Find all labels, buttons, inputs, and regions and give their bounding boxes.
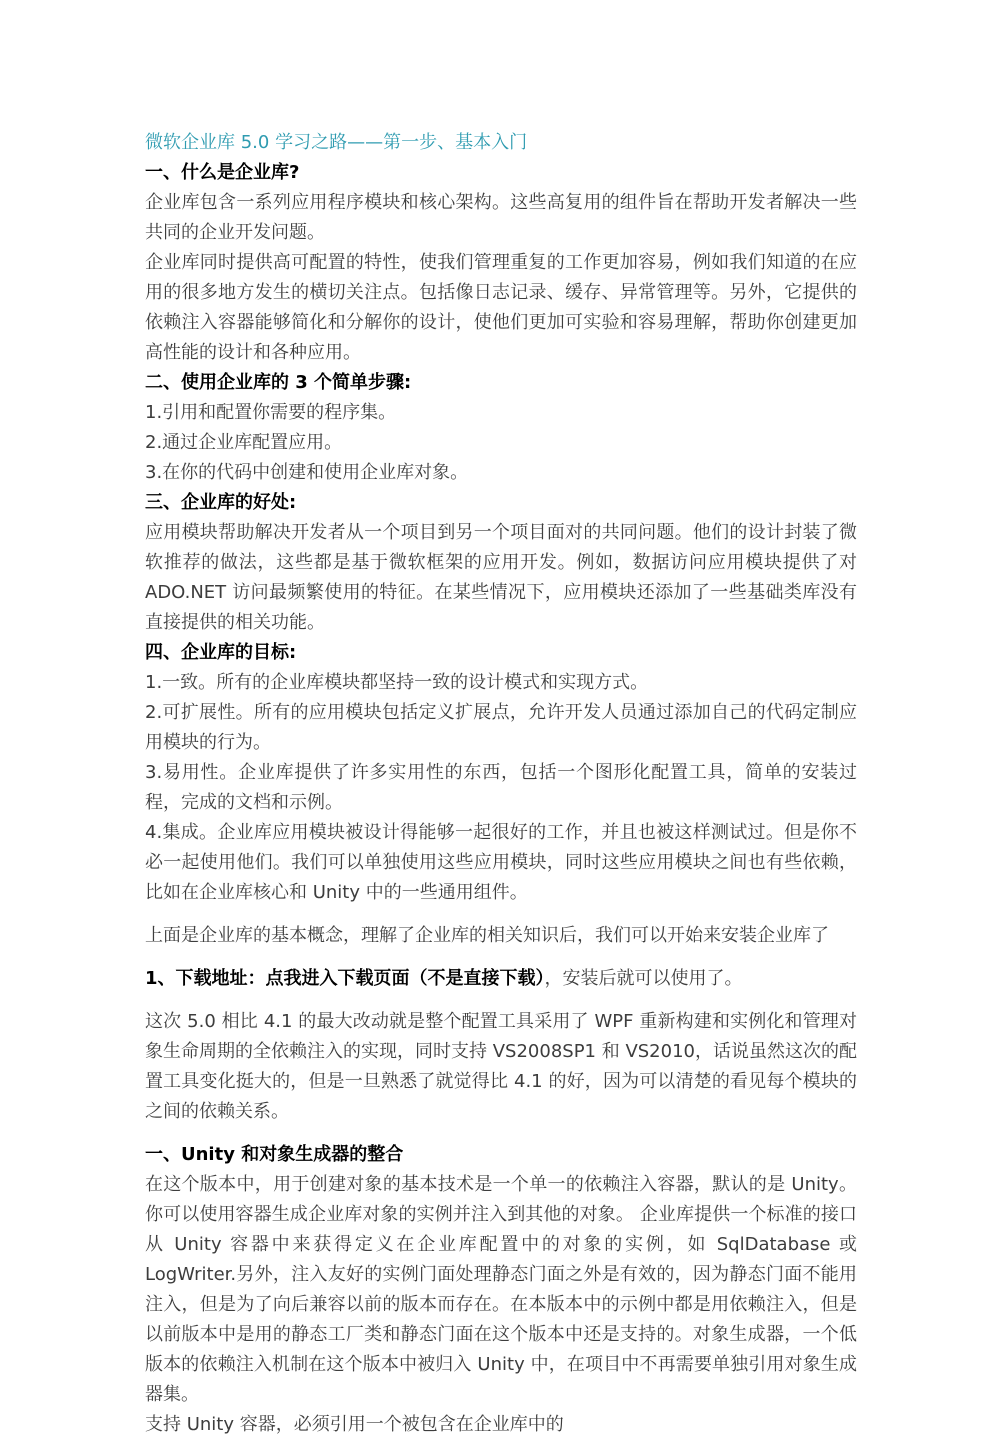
paragraph: 上面是企业库的基本概念，理解了企业库的相关知识后，我们可以开始来安装企业库了 <box>145 925 829 946</box>
paragraph: 在这个版本中，用于创建对象的基本技术是一个单一的依赖注入容器，默认的是 Unity。你可以使用容器生成企业库对象的实例并注入到其他的对象。 企业库提供一个标准的接口从 Unity 容器中来获得定义在企业库配置中的对象的实例，如 SqlDatabase 或 LogWriter.另外，注入友好的实例门面处理静态门面之外是有效的，因为静态门面不能用注入，但是为了向后兼容以前的版本而存在。在本版本中的示例中都是用依赖注入，但是以前版本中是用的静态工厂类和静态门面在这个版本中还是支持的。对象生成器，一个低版本的依赖注入机制在这个版本中被归入 Unity 中，在项目中不再需要单独引用对象生成器集。 <box>145 1174 857 1405</box>
paragraph: 1.一致。所有的企业库模块都坚持一致的设计模式和实现方式。 <box>145 672 649 693</box>
section-heading: 二、使用企业库的 3 个简单步骤: <box>145 372 412 393</box>
paragraph: 这次 5.0 相比 4.1 的最大改动就是整个配置工具采用了 WPF 重新构建和实例化和管理对象生命周期的全依赖注入的实现，同时支持 VS2008SP1 和 VS2010，话说虽然这次的配置工具变化挺大的，但是一旦熟悉了就觉得比 4.1 的好，因为可以清楚的看见每个模块的之间的依赖关系。 <box>145 1011 857 1122</box>
section-heading: 四、企业库的目标: <box>145 642 297 663</box>
download-page-link[interactable]: 点我进入下载页面（不是直接下载） <box>265 968 545 989</box>
paragraph: 应用模块帮助解决开发者从一个项目到另一个项目面对的共同问题。他们的设计封装了微软推荐的做法，这些都是基于微软框架的应用开发。例如，数据访问应用模块提供了对 ADO.NET 访问最频繁使用的特征。在某些情况下，应用模块还添加了一些基础类库没有直接提供的相关功能。 <box>145 522 857 633</box>
paragraph: 3.易用性。企业库提供了许多实用性的东西，包括一个图形化配置工具，简单的安装过程，完成的文档和示例。 <box>145 762 857 813</box>
paragraph: 支持 Unity 容器，必须引用一个被包含在企业库中的 <box>145 1414 564 1435</box>
section-heading: 一、什么是企业库? <box>145 162 300 183</box>
paragraph: 2.通过企业库配置应用。 <box>145 432 343 453</box>
section-heading: 一、Unity 和对象生成器的整合 <box>145 1144 404 1165</box>
article-title: 微软企业库 5.0 学习之路——第一步、基本入门 <box>145 132 528 153</box>
paragraph: 企业库同时提供高可配置的特性，使我们管理重复的工作更加容易，例如我们知道的在应用的很多地方发生的横切关注点。包括像日志记录、缓存、异常管理等。另外，它提供的依赖注入容器能够简化和分解你的设计，使他们更加可实验和容易理解，帮助你创建更加高性能的设计和各种应用。 <box>145 252 857 363</box>
paragraph: 4.集成。企业库应用模块被设计得能够一起很好的工作，并且也被这样测试过。但是你不必一起使用他们。我们可以单独使用这些应用模块，同时这些应用模块之间也有些依赖，比如在企业库核心和 Unity 中的一些通用组件。 <box>145 822 857 903</box>
paragraph <box>145 964 857 994</box>
paragraph: 2.可扩展性。所有的应用模块包括定义扩展点，允许开发人员通过添加自己的代码定制应用模块的行为。 <box>145 702 857 753</box>
paragraph: 3.在你的代码中创建和使用企业库对象。 <box>145 462 469 483</box>
download-label: 1、下载地址： <box>145 968 266 989</box>
article <box>145 128 857 1440</box>
paragraph: 1.引用和配置你需要的程序集。 <box>145 402 397 423</box>
section-heading: 三、企业库的好处: <box>145 492 297 513</box>
paragraph: 企业库包含一系列应用程序模块和核心架构。这些高复用的组件旨在帮助开发者解决一些共同的企业开发问题。 <box>145 192 857 243</box>
text-run: ，安装后就可以使用了。 <box>544 968 743 989</box>
